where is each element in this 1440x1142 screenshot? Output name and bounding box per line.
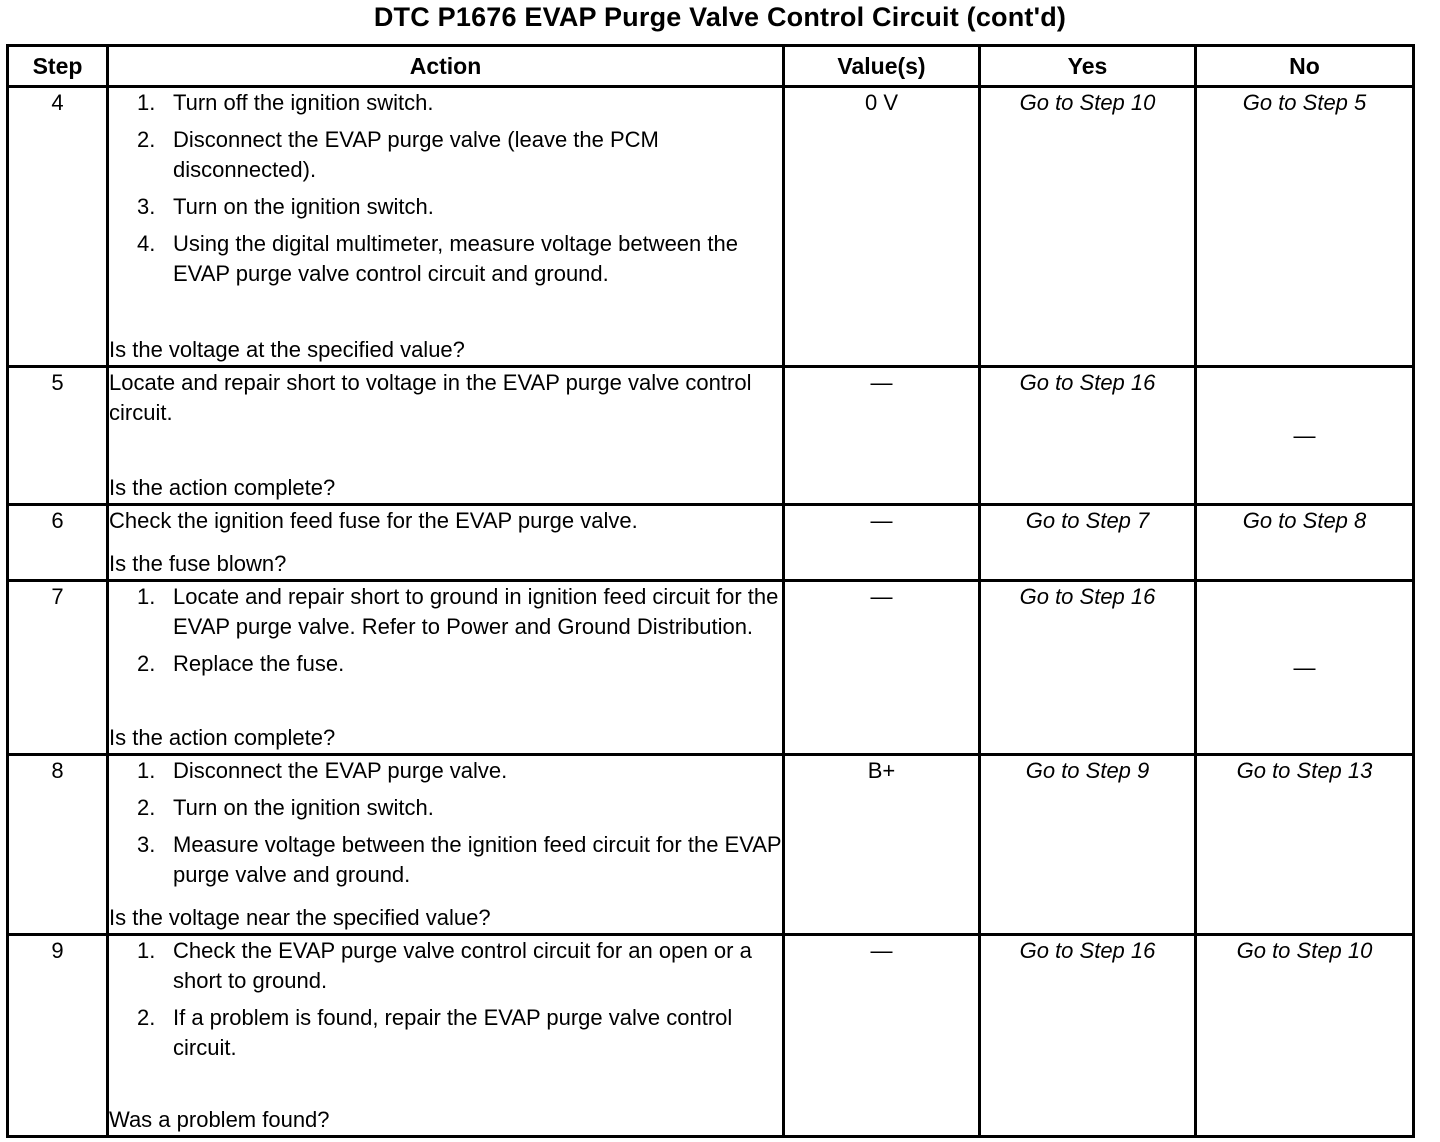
table-row xyxy=(8,935,1414,1137)
list-item: 4. Using the digital multimeter, measure voltage between the EVAP purge valve control circuit and ground. xyxy=(137,231,738,286)
yes-cell: Go to Step 7 xyxy=(980,505,1196,581)
header-value: Value(s) xyxy=(784,46,980,87)
page-title: DTC P1676 EVAP Purge Valve Control Circuit (cont'd) xyxy=(373,2,1067,32)
action-cell xyxy=(108,755,784,935)
table-row xyxy=(8,581,1414,755)
list-item: 2. Replace the fuse. xyxy=(137,651,345,676)
step-number: 6 xyxy=(8,505,108,581)
step-number: 7 xyxy=(8,581,108,755)
action-cell xyxy=(108,87,784,367)
yes-cell: Go to Step 16 xyxy=(980,935,1196,1137)
value-cell: — xyxy=(784,581,980,755)
value-cell: B+ xyxy=(784,755,980,935)
action-list xyxy=(109,756,782,897)
table-row xyxy=(8,755,1414,935)
header-step: Step xyxy=(8,46,108,87)
question-text: Is the action complete? xyxy=(109,475,336,500)
table-row xyxy=(8,367,1414,505)
action-cell xyxy=(108,367,784,505)
no-cell: Go to Step 10 xyxy=(1196,935,1414,1137)
no-cell: Go to Step 8 xyxy=(1196,505,1414,581)
no-cell: — xyxy=(1196,581,1414,755)
no-cell: Go to Step 5 xyxy=(1196,87,1414,367)
action-text: Check the ignition feed fuse for the EVAP purge valve. xyxy=(109,508,638,533)
step-number: 4 xyxy=(8,87,108,367)
question-text: Was a problem found? xyxy=(109,1107,330,1132)
table-row xyxy=(8,87,1414,367)
question-text: Is the fuse blown? xyxy=(109,551,287,576)
header-action: Action xyxy=(108,46,784,87)
list-item: 3. Turn on the ignition switch. xyxy=(137,194,434,219)
question-text: Is the voltage at the specified value? xyxy=(109,337,465,362)
action-cell xyxy=(108,581,784,755)
value-cell: — xyxy=(784,367,980,505)
list-item: 1. Turn off the ignition switch. xyxy=(137,90,434,115)
list-item: 3. Measure voltage between the ignition feed circuit for the EVAP purge valve and ground. xyxy=(137,832,782,887)
action-list xyxy=(109,582,782,686)
yes-cell: Go to Step 16 xyxy=(980,581,1196,755)
yes-cell: Go to Step 16 xyxy=(980,367,1196,505)
table-header-row xyxy=(8,46,1414,87)
no-cell: Go to Step 13 xyxy=(1196,755,1414,935)
list-item: 2. If a problem is found, repair the EVAP purge valve control circuit. xyxy=(137,1005,733,1060)
diagnostic-table xyxy=(6,44,1415,1138)
value-cell: — xyxy=(784,505,980,581)
action-cell xyxy=(108,505,784,581)
list-item: 2. Disconnect the EVAP purge valve (leave the PCM disconnected). xyxy=(137,127,659,182)
header-yes: Yes xyxy=(980,46,1196,87)
no-cell: — xyxy=(1196,367,1414,505)
value-cell: 0 V xyxy=(784,87,980,367)
action-text: Locate and repair short to voltage in the EVAP purge valve control circuit. xyxy=(109,370,752,425)
list-item: 1. Locate and repair short to ground in ignition feed circuit for the EVAP purge valve. Refer to Power and Ground Distribution. xyxy=(137,584,779,639)
action-list xyxy=(109,88,782,296)
list-item: 1. Check the EVAP purge valve control circuit for an open or a short to ground. xyxy=(137,938,752,993)
table-row xyxy=(8,505,1414,581)
list-item: 1. Disconnect the EVAP purge valve. xyxy=(137,758,508,783)
value-cell: — xyxy=(784,935,980,1137)
yes-cell: Go to Step 9 xyxy=(980,755,1196,935)
question-text: Is the voltage near the specified value? xyxy=(109,905,491,930)
step-number: 5 xyxy=(8,367,108,505)
action-list xyxy=(109,936,782,1070)
list-item: 2. Turn on the ignition switch. xyxy=(137,795,434,820)
header-no: No xyxy=(1196,46,1414,87)
step-number: 8 xyxy=(8,755,108,935)
action-cell xyxy=(108,935,784,1137)
question-text: Is the action complete? xyxy=(109,725,336,750)
step-number: 9 xyxy=(8,935,108,1137)
yes-cell: Go to Step 10 xyxy=(980,87,1196,367)
